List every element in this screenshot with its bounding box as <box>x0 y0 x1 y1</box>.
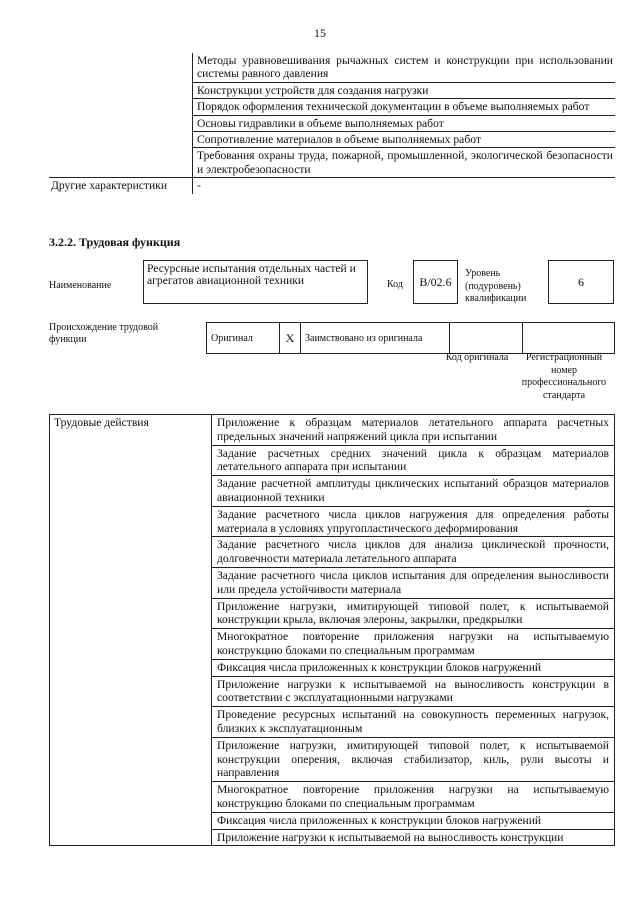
origin-reg-cell <box>523 323 615 354</box>
knowledge-item: Конструкции устройств для создания нагрузки <box>193 82 616 98</box>
origin-borrowed: Заимствовано из оригинала <box>301 323 450 354</box>
labor-action-item: Задание расчетной амплитуды циклических испытаний образцов материалов авиационной техники <box>212 476 615 507</box>
labor-action-item: Многократное повторение приложения нагрузки на испытываемую конструкцию блоками по специальным программам <box>212 782 615 813</box>
knowledge-label-cell <box>49 53 193 178</box>
qualification-level-label: Уровень (подуровень) квалификации <box>465 268 527 304</box>
other-characteristics-label: Другие характеристики <box>49 178 193 194</box>
function-code-label: Код <box>387 279 403 290</box>
labor-action-item: Приложение нагрузки к испытываемой на выносливость конструкции <box>212 829 615 846</box>
origin-original: Оригинал <box>207 323 280 354</box>
labor-action-item: Задание расчетного числа циклов испытания для определения выносливости или предела устойчивости материала <box>212 567 615 598</box>
labor-action-item: Фиксация числа приложенных к конструкции блоков нагружений <box>212 812 615 829</box>
reg-number-note: Регистрационный номер профессионального стандарта <box>521 352 607 401</box>
labor-action-item: Фиксация числа приложенных к конструкции блоков нагружений <box>212 659 615 676</box>
labor-action-item: Приложение нагрузки, имитирующей типовой полет, к испытываемой конструкции оперения, включая стабилизатор, киль, рули высоты и направления <box>212 737 615 781</box>
knowledge-table <box>49 53 615 194</box>
origin-code-cell <box>450 323 523 354</box>
qualification-level: 6 <box>548 260 614 304</box>
other-characteristics-value: - <box>193 178 616 194</box>
page-number: 15 <box>314 26 326 40</box>
labor-action-item: Приложение нагрузки к испытываемой на выносливость конструкции в соответствии с эксплуатационными нагрузками <box>212 676 615 707</box>
origin-mark: X <box>280 323 301 354</box>
labor-action-item: Проведение ресурсных испытаний на совокупность переменных нагрузок, близких к эксплуатационным <box>212 707 615 738</box>
knowledge-item: Сопротивление материалов в объеме выполняемых работ <box>193 132 616 148</box>
labor-action-item: Приложение нагрузки, имитирующей типовой полет, к испытываемой конструкции крыла, включая элероны, закрылки, предкрылки <box>212 598 615 629</box>
origin-label: Происхождение трудовой функции <box>49 322 159 345</box>
labor-action-item: Задание расчетного числа циклов нагружения для определения работы материала в условиях упругопластического деформирования <box>212 506 615 537</box>
labor-action-item: Задание расчетного числа циклов для анализа циклической прочности, долговечности материала летательного аппарата <box>212 537 615 568</box>
function-code: B/02.6 <box>413 260 458 304</box>
origin-table <box>206 322 615 354</box>
knowledge-item: Порядок оформления технической документации в объеме выполняемых работ <box>193 99 616 115</box>
code-original-note: Код оригинала <box>445 352 509 363</box>
knowledge-item: Основы гидравлики в объеме выполняемых работ <box>193 115 616 131</box>
function-name-label: Наименование <box>49 280 112 291</box>
knowledge-item: Требования охраны труда, пожарной, промышленной, экологической безопасности и электробезопасности <box>197 149 613 176</box>
labor-actions-table <box>49 414 615 846</box>
labor-action-item: Многократное повторение приложения нагрузки на испытываемую конструкцию блоками по специальным программам <box>212 629 615 660</box>
labor-actions-label: Трудовые действия <box>50 415 212 846</box>
labor-action-item: Задание расчетных средних значений цикла к образцам материалов летательного аппарата при испытании <box>212 445 615 476</box>
labor-action-item: Приложение к образцам материалов летательного аппарата расчетных предельных значений напряжений цикла при испытании <box>212 415 615 446</box>
knowledge-item: Методы уравновешивания рычажных систем и конструкции при использовании системы равного давления <box>193 53 616 82</box>
section-title: 3.2.2. Трудовая функция <box>49 235 181 249</box>
function-name: Ресурсные испытания отдельных частей и агрегатов авиационной техники <box>143 260 368 304</box>
